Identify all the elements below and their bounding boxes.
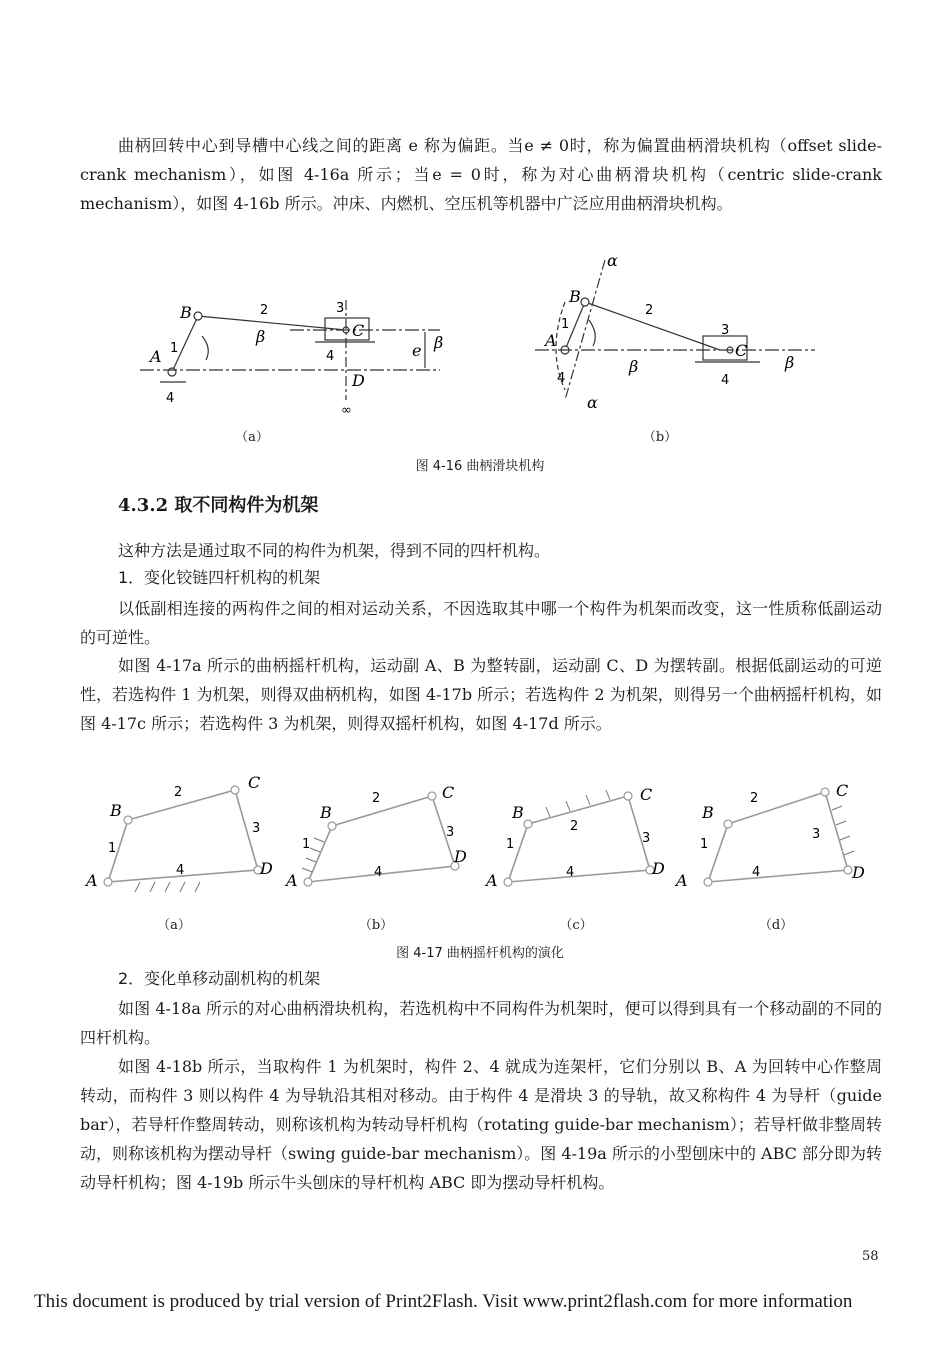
a-joint-C: C (248, 773, 261, 792)
beta-2: β (434, 333, 444, 352)
fig17-sub-a: （a） (157, 918, 191, 933)
a-link-1: 1 (108, 841, 117, 856)
d-link-3: 3 (812, 827, 821, 842)
paragraph-crank-rocker: 如图 4-17a 所示的曲柄摇杆机构，运动副 A、B 为整转副，运动副 C、D 为摆转副。根据低副运动的可逆性，若选构件 1 为机架，则得双曲柄机构，如图 4-17b 所示；若选构件 2 为机架，则得另一个曲柄摇杆机构，如图 4-17c 所示；若选构件 3 为机架，则得双摇杆机构，如图 4-17d 所示。 (80, 656, 882, 733)
a-joint-A: A (86, 871, 98, 890)
alpha-top: α (607, 251, 618, 270)
label-B: B (569, 287, 581, 306)
d-joint-D: D (852, 863, 865, 882)
a-joint-B: B (110, 801, 122, 820)
b-link-2: 2 (372, 791, 381, 806)
link-4a: 4 (557, 371, 566, 386)
beta-1: β (629, 357, 639, 376)
b-link-3: 3 (446, 825, 455, 840)
a-joint-D: D (260, 859, 273, 878)
d-joint-C: C (836, 781, 849, 800)
c-link-4: 4 (566, 865, 575, 880)
link-3: 3 (721, 323, 730, 338)
fig17-sub-c: （c） (559, 918, 593, 933)
link-4a: 4 (326, 349, 335, 364)
figure-4-16a (140, 290, 460, 420)
link-2: 2 (260, 303, 269, 318)
b-joint-D: D (454, 847, 467, 866)
c-link-1: 1 (506, 837, 515, 852)
d-joint-B: B (702, 803, 714, 822)
fig17-sub-d: （d） (758, 918, 794, 933)
fig16-caption: 图 4-16 曲柄滑块机构 (415, 459, 545, 474)
section-heading-432: 4.3.2 取不同构件为机架 (118, 495, 319, 516)
c-joint-A: A (486, 871, 498, 890)
beta-2: β (785, 353, 795, 372)
paragraph-slider-crank: 如图 4-18a 所示的对心曲柄滑块机构，若选机构中不同构件为机架时，便可以得到具有一个移动副的不同的四杆机构。 (80, 999, 882, 1047)
trial-notice: This document is produced by trial version of Print2Flash. Visit www.print2flash.com for more information (34, 1291, 853, 1312)
a-link-3: 3 (252, 821, 261, 836)
c-joint-B: B (512, 803, 524, 822)
figure-4-16b (535, 250, 825, 420)
d-link-4: 4 (752, 865, 761, 880)
label-B: B (180, 303, 192, 322)
beta-1: β (256, 327, 266, 346)
fig16-sub-a: （a） (235, 430, 269, 445)
label-A: A (545, 331, 557, 350)
link-3: 3 (336, 301, 345, 316)
c-joint-C: C (640, 785, 653, 804)
figure-4-17 (80, 770, 880, 900)
link-4b: 4 (166, 391, 175, 406)
paragraph-method: 这种方法是通过取不同的构件为机架，得到不同的四杆机构。 (118, 541, 551, 560)
subsection-heading-1: 1．变化铰链四杆机构的机架 (118, 568, 321, 587)
offset-e: e (412, 341, 422, 360)
label-A: A (150, 347, 162, 366)
link-4b: 4 (721, 373, 730, 388)
infinity: ∞ (341, 403, 352, 418)
b-joint-A: A (286, 871, 298, 890)
link-1: 1 (561, 317, 570, 332)
fig16-sub-b: （b） (642, 430, 678, 445)
a-link-2: 2 (174, 785, 183, 800)
paragraph-reversibility: 以低副相连接的两构件之间的相对运动关系，不因选取其中哪一个构件为机架而改变，这一性质称低副运动的可逆性。 (80, 599, 882, 647)
d-link-2: 2 (750, 791, 759, 806)
b-joint-C: C (442, 783, 455, 802)
label-C: C (735, 341, 748, 360)
fig17-sub-b: （b） (358, 918, 394, 933)
link-2: 2 (645, 303, 654, 318)
c-link-2: 2 (570, 819, 579, 834)
subsection-heading-2: 2．变化单移动副机构的机架 (118, 969, 321, 988)
paragraph-offset-definition: 曲柄回转中心到导槽中心线之间的距离 e 称为偏距。当e ≠ 0时，称为偏置曲柄滑块机构（offset slide-crank mechanism），如图 4-16a 所示；当e = 0时，称为对心曲柄滑块机构（centric slide-crank mechanism），如图 4-16b 所示。冲床、内燃机、空压机等机器中广泛应用曲柄滑块机构。 (80, 136, 882, 213)
a-link-4: 4 (176, 863, 185, 878)
link-1: 1 (170, 341, 179, 356)
d-joint-A: A (676, 871, 688, 890)
label-D: D (352, 371, 365, 390)
label-C: C (352, 321, 365, 340)
page-number: 58 (862, 1249, 879, 1264)
b-joint-B: B (320, 803, 332, 822)
paragraph-guide-bar: 如图 4-18b 所示，当取构件 1 为机架时，构件 2、4 就成为连架杆，它们分别以 B、A 为回转中心作整周转动，而构件 3 则以构件 4 为导轨沿其相对移动。由于构件 4 是滑块 3 的导轨，故又称构件 4 为导杆（guide bar），若导杆作整周转动，则称该机构为转动导杆机构（rotating guide-bar mechanism）；若导杆做非整周转动，则称该机构为摆动导杆（swing guide-bar mechanism）。图 4-19a 所示的小型刨床中的 ABC 部分即为转动导杆机构；图 4-19b 所示牛头刨床的导杆机构 ABC 即为摆动导杆机构。 (80, 1057, 882, 1192)
c-link-3: 3 (642, 831, 651, 846)
b-link-1: 1 (302, 837, 311, 852)
alpha-bottom: α (587, 393, 598, 412)
fig17-caption: 图 4-17 曲柄摇杆机构的演化 (396, 946, 564, 961)
b-link-4: 4 (374, 865, 383, 880)
c-joint-D: D (652, 859, 665, 878)
d-link-1: 1 (700, 837, 709, 852)
